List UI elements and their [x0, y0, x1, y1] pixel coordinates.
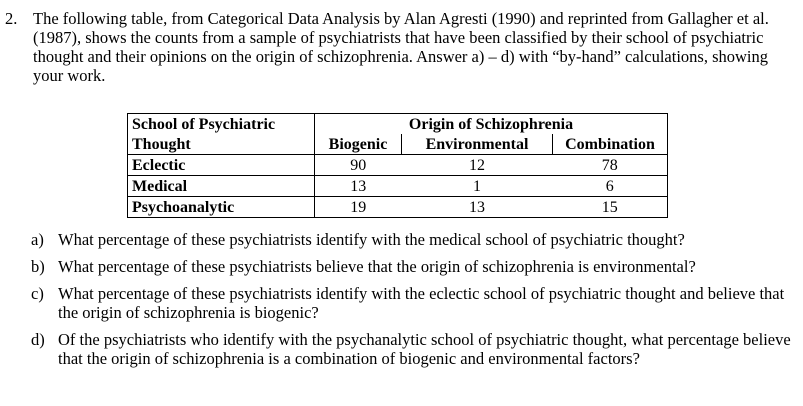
- question-d: [31, 330, 791, 368]
- table-row: [128, 197, 668, 218]
- row-label-eclectic: Eclectic: [128, 155, 315, 176]
- question-label: c): [31, 284, 44, 303]
- row-header-line2: Thought: [128, 134, 315, 155]
- table-header-row: [128, 114, 668, 135]
- contingency-table: [127, 113, 668, 218]
- column-header-combination: Combination: [553, 134, 668, 155]
- group-header: Origin of Schizophrenia: [315, 114, 668, 135]
- table-subheader-row: [128, 134, 668, 155]
- row-label-medical: Medical: [128, 176, 315, 197]
- cell-psychoanalytic-combination: 15: [553, 197, 668, 218]
- question-c: [31, 284, 791, 322]
- cell-medical-biogenic: 13: [315, 176, 402, 197]
- cell-medical-environmental: 1: [402, 176, 553, 197]
- question-label: a): [31, 230, 44, 249]
- table-row: [128, 155, 668, 176]
- question-label: d): [31, 330, 45, 349]
- row-header-line1: School of Psychiatric: [128, 114, 315, 135]
- problem-number: 2.: [5, 9, 18, 28]
- question-text: What percentage of these psychiatrists believe that the origin of schizophrenia is environmental?: [58, 257, 696, 276]
- question-text: What percentage of these psychiatrists identify with the medical school of psychiatric thought?: [58, 230, 685, 249]
- question-list: [31, 230, 791, 376]
- column-header-biogenic: Biogenic: [315, 134, 402, 155]
- question-b: [31, 257, 791, 276]
- cell-eclectic-environmental: 12: [402, 155, 553, 176]
- table-row: [128, 176, 668, 197]
- cell-medical-combination: 6: [553, 176, 668, 197]
- question-text: What percentage of these psychiatrists identify with the eclectic school of psychiatric thought and believe that the origin of schizophrenia is biogenic?: [58, 284, 785, 322]
- question-text: Of the psychiatrists who identify with the psychanalytic school of psychiatric thought, what percentage believe that the origin of schizophrenia is a combination of biogenic and environmental factors?: [58, 330, 791, 368]
- cell-eclectic-biogenic: 90: [315, 155, 402, 176]
- row-label-psychoanalytic: Psychoanalytic: [128, 197, 315, 218]
- cell-psychoanalytic-biogenic: 19: [315, 197, 402, 218]
- problem-stem-text: The following table, from Categorical Data Analysis by Alan Agresti (1990) and reprinted from Gallagher et al. (1987), shows the counts from a sample of psychiatrists that have been classified by their school of psychiatric thought and their opinions on the origin of schizophrenia. Answer a) – d) with “by-hand” calculations, showing your work.: [33, 9, 769, 85]
- cell-eclectic-combination: 78: [553, 155, 668, 176]
- question-a: [31, 230, 791, 249]
- problem-stem: [33, 9, 795, 85]
- column-header-environmental: Environmental: [402, 134, 553, 155]
- cell-psychoanalytic-environmental: 13: [402, 197, 553, 218]
- question-label: b): [31, 257, 45, 276]
